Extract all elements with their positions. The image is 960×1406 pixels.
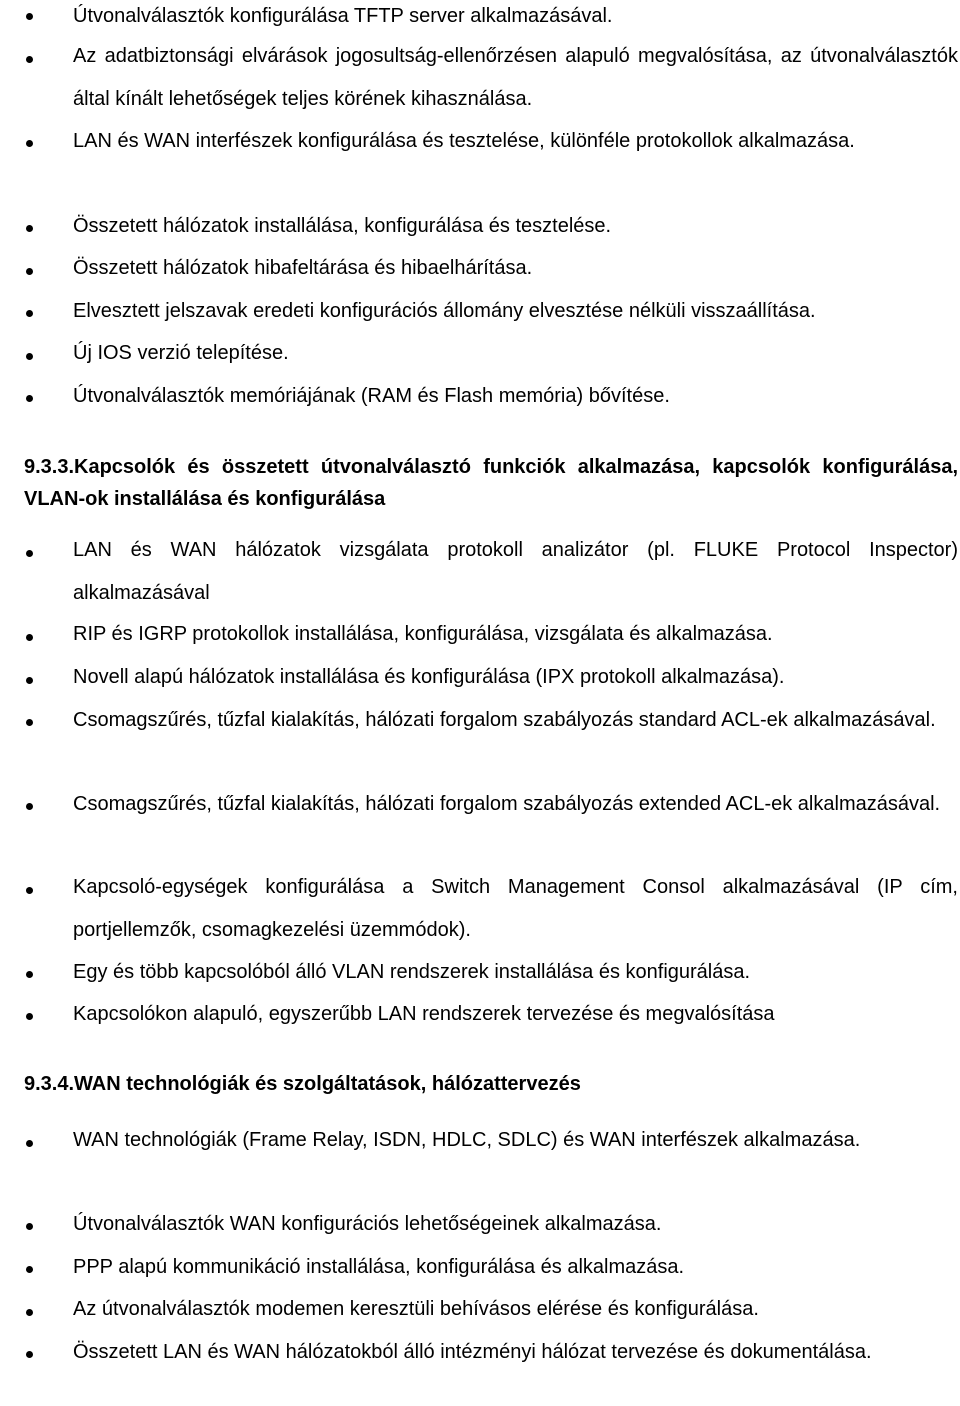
bullet-icon	[26, 1223, 33, 1230]
list-item: Kapcsoló-egységek konfigurálása a Switch Management Consol alkalmazásával (IP cím, portjellemzők, csomagkezelési üzemmódok).	[73, 876, 958, 941]
bullet-icon	[26, 1013, 33, 1020]
bullet-icon	[26, 677, 33, 684]
bullet-icon	[26, 803, 33, 810]
list-item: Csomagszűrés, tűzfal kialakítás, hálózati forgalom szabályozás extended ACL-ek alkalmazásával.	[73, 793, 941, 815]
list-item: RIP és IGRP protokollok installálása, konfigurálása, vizsgálata és alkalmazása.	[73, 623, 773, 645]
list-item: Novell alapú hálózatok installálása és konfigurálása (IPX protokoll alkalmazása).	[73, 666, 785, 688]
section-title: WAN technológiák és szolgáltatások, hálózattervezés	[74, 1073, 581, 1095]
bullet-icon	[26, 719, 33, 726]
list-item: Elvesztett jelszavak eredeti konfigurációs állomány elvesztése nélküli visszaállítása.	[73, 300, 816, 322]
bullet-icon	[26, 310, 33, 317]
list-item: LAN és WAN hálózatok vizsgálata protokoll analizátor (pl. FLUKE Protocol Inspector) alkalmazásával	[73, 539, 958, 604]
list-item: Egy és több kapcsolóból álló VLAN rendszerek installálása és konfigurálása.	[73, 961, 751, 983]
list-item: Az adatbiztonsági elvárások jogosultság-ellenőrzésen alapuló megvalósítása, az útvonalválasztók által kínált lehetőségek teljes körének kihasználása.	[73, 45, 958, 110]
list-item: WAN technológiák (Frame Relay, ISDN, HDLC, SDLC) és WAN interfészek alkalmazása.	[73, 1129, 861, 1151]
list-item: Útvonalválasztók konfigurálása TFTP server alkalmazásával.	[73, 5, 613, 27]
bullet-icon	[26, 971, 33, 978]
bullet-icon	[26, 140, 33, 147]
section-heading	[24, 1068, 958, 1100]
bullet-icon	[26, 268, 33, 275]
bullet-icon	[26, 1309, 33, 1316]
list-item: LAN és WAN interfészek konfigurálása és tesztelése, különféle protokollok alkalmazása.	[73, 130, 855, 152]
section-number: 9.3.4.	[24, 1073, 75, 1095]
list-item: Az útvonalválasztók modemen keresztüli behívásos elérése és konfigurálása.	[73, 1298, 759, 1320]
list-item: Útvonalválasztók WAN konfigurációs lehetőségeinek alkalmazása.	[73, 1213, 662, 1235]
bullet-icon	[26, 395, 33, 402]
section-title: Kapcsolók és összetett útvonalválasztó funkciók alkalmazása, kapcsolók konfigurálása, VLAN-ok installálása és konfigurálása	[24, 456, 958, 510]
bullet-icon	[26, 1140, 33, 1147]
section-heading	[24, 451, 958, 515]
bullet-icon	[26, 56, 33, 63]
bullet-icon	[26, 887, 33, 894]
list-item: Összetett hálózatok hibafeltárása és hibaelhárítása.	[73, 257, 533, 279]
list-item: Csomagszűrés, tűzfal kialakítás, hálózati forgalom szabályozás standard ACL-ek alkalmazásával.	[73, 709, 936, 731]
bullet-icon	[26, 13, 33, 20]
bullet-icon	[26, 550, 33, 557]
bullet-icon	[26, 353, 33, 360]
list-item: Kapcsolókon alapuló, egyszerűbb LAN rendszerek tervezése és megvalósítása	[73, 1003, 775, 1025]
list-item: Összetett hálózatok installálása, konfigurálása és tesztelése.	[73, 215, 612, 237]
list-item: Útvonalválasztók memóriájának (RAM és Flash memória) bővítése.	[73, 385, 670, 407]
bullet-icon	[26, 1351, 33, 1358]
list-item: Összetett LAN és WAN hálózatokból álló intézményi hálózat tervezése és dokumentálása.	[73, 1341, 872, 1363]
bullet-icon	[26, 634, 33, 641]
section-number: 9.3.3.	[24, 456, 75, 478]
list-item: Új IOS verzió telepítése.	[73, 342, 289, 364]
list-item: PPP alapú kommunikáció installálása, konfigurálása és alkalmazása.	[73, 1256, 685, 1278]
bullet-icon	[26, 225, 33, 232]
bullet-icon	[26, 1266, 33, 1273]
